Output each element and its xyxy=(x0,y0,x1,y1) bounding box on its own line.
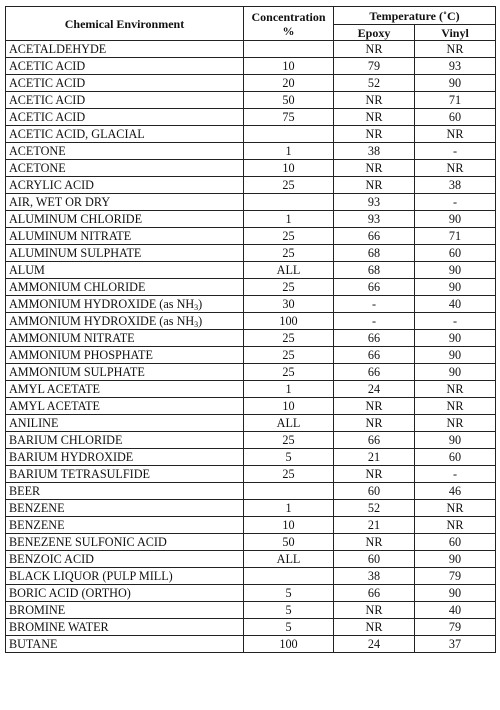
epoxy-temperature-cell: 24 xyxy=(334,636,415,653)
table-row xyxy=(6,534,496,551)
chemical-name-cell xyxy=(6,619,244,636)
concentration-cell: 5 xyxy=(244,449,334,466)
table-row xyxy=(6,143,496,160)
epoxy-temperature-cell: NR xyxy=(334,109,415,126)
header-concentration-label: Concentration xyxy=(251,9,326,24)
chemical-name-cell xyxy=(6,432,244,449)
vinyl-temperature-cell: 37 xyxy=(415,636,496,653)
vinyl-temperature-cell: 90 xyxy=(415,551,496,568)
chemical-name: ALUMINUM CHLORIDE xyxy=(9,212,143,226)
vinyl-temperature-cell: NR xyxy=(415,126,496,143)
concentration-cell: 1 xyxy=(244,211,334,228)
vinyl-temperature-cell: 90 xyxy=(415,211,496,228)
table-row xyxy=(6,211,496,228)
concentration-cell: 10 xyxy=(244,517,334,534)
chemical-name: AIR, WET OR DRY xyxy=(9,195,111,209)
chemical-name: BEER xyxy=(9,484,41,498)
chemical-name: ALUM xyxy=(9,263,45,277)
concentration-cell: 10 xyxy=(244,58,334,75)
header-temperature: Temperature (˚C) xyxy=(334,7,496,25)
concentration-cell: 1 xyxy=(244,143,334,160)
concentration-cell: 25 xyxy=(244,432,334,449)
chemical-name-cell xyxy=(6,466,244,483)
table-row xyxy=(6,398,496,415)
concentration-cell: 10 xyxy=(244,398,334,415)
table-row xyxy=(6,228,496,245)
table-row xyxy=(6,194,496,211)
concentration-cell: 20 xyxy=(244,75,334,92)
chemical-name: BENZENE xyxy=(9,518,65,532)
chemical-name-cell xyxy=(6,194,244,211)
concentration-cell: ALL xyxy=(244,415,334,432)
chemical-name-cell xyxy=(6,534,244,551)
chemical-name: BUTANE xyxy=(9,637,58,651)
vinyl-temperature-cell: 90 xyxy=(415,585,496,602)
chemical-name-cell xyxy=(6,296,244,313)
epoxy-temperature-cell: 66 xyxy=(334,347,415,364)
epoxy-temperature-cell: NR xyxy=(334,602,415,619)
chemical-name: ALUMINUM SULPHATE xyxy=(9,246,142,260)
concentration-cell xyxy=(244,194,334,211)
table-row xyxy=(6,245,496,262)
chemical-name: BENZENE xyxy=(9,501,65,515)
chemical-resistance-table xyxy=(5,6,496,653)
concentration-cell: 10 xyxy=(244,160,334,177)
epoxy-temperature-cell: 21 xyxy=(334,449,415,466)
chemical-name-cell xyxy=(6,585,244,602)
vinyl-temperature-cell: 90 xyxy=(415,432,496,449)
chemical-name: ACETONE xyxy=(9,144,66,158)
concentration-cell: 25 xyxy=(244,177,334,194)
chemical-name-cell xyxy=(6,262,244,279)
chemical-name: AMMONIUM CHLORIDE xyxy=(9,280,146,294)
chemical-name-cell xyxy=(6,636,244,653)
concentration-cell: 100 xyxy=(244,313,334,330)
chemical-name-cell xyxy=(6,160,244,177)
table-row xyxy=(6,109,496,126)
concentration-cell: 5 xyxy=(244,619,334,636)
concentration-cell: ALL xyxy=(244,551,334,568)
epoxy-temperature-cell: 38 xyxy=(334,143,415,160)
vinyl-temperature-cell: NR xyxy=(415,160,496,177)
chemical-name: BENEZENE SULFONIC ACID xyxy=(9,535,167,549)
concentration-cell: 25 xyxy=(244,466,334,483)
epoxy-temperature-cell: 38 xyxy=(334,568,415,585)
chemical-name: BENZOIC ACID xyxy=(9,552,94,566)
chemical-name: AMMONIUM HYDROXIDE (as NH xyxy=(9,314,195,328)
vinyl-temperature-cell: 90 xyxy=(415,262,496,279)
vinyl-temperature-cell: 90 xyxy=(415,364,496,381)
chemical-name: AMYL ACETATE xyxy=(9,399,100,413)
chemical-name-subscript: 3 xyxy=(194,303,199,312)
epoxy-temperature-cell: 24 xyxy=(334,381,415,398)
epoxy-temperature-cell: 66 xyxy=(334,432,415,449)
epoxy-temperature-cell: 66 xyxy=(334,585,415,602)
chemical-resistance-table-wrapper xyxy=(5,6,496,653)
table-row xyxy=(6,262,496,279)
chemical-name: ALUMINUM NITRATE xyxy=(9,229,132,243)
epoxy-temperature-cell: 93 xyxy=(334,211,415,228)
chemical-name-cell xyxy=(6,483,244,500)
chemical-name-cell xyxy=(6,58,244,75)
chemical-name-cell xyxy=(6,347,244,364)
epoxy-temperature-cell: NR xyxy=(334,177,415,194)
chemical-name: ACETIC ACID xyxy=(9,110,86,124)
vinyl-temperature-cell: 79 xyxy=(415,568,496,585)
vinyl-temperature-cell: NR xyxy=(415,500,496,517)
epoxy-temperature-cell: NR xyxy=(334,92,415,109)
epoxy-temperature-cell: NR xyxy=(334,466,415,483)
vinyl-temperature-cell: NR xyxy=(415,398,496,415)
concentration-cell: 75 xyxy=(244,109,334,126)
chemical-name-cell xyxy=(6,245,244,262)
chemical-name-cell xyxy=(6,330,244,347)
chemical-name-cell xyxy=(6,143,244,160)
chemical-name-cell xyxy=(6,517,244,534)
table-body xyxy=(6,41,496,653)
chemical-name-cell xyxy=(6,126,244,143)
vinyl-temperature-cell: 60 xyxy=(415,245,496,262)
chemical-name-cell xyxy=(6,211,244,228)
table-row xyxy=(6,296,496,313)
chemical-name-cell xyxy=(6,551,244,568)
concentration-cell: 5 xyxy=(244,585,334,602)
epoxy-temperature-cell: 66 xyxy=(334,228,415,245)
chemical-name-cell xyxy=(6,75,244,92)
chemical-name: BORIC ACID (ORTHO) xyxy=(9,586,131,600)
table-row xyxy=(6,75,496,92)
table-row xyxy=(6,313,496,330)
vinyl-temperature-cell: 90 xyxy=(415,75,496,92)
chemical-name-cell xyxy=(6,415,244,432)
vinyl-temperature-cell: 40 xyxy=(415,602,496,619)
chemical-name-cell xyxy=(6,500,244,517)
chemical-name-cell xyxy=(6,109,244,126)
epoxy-temperature-cell: NR xyxy=(334,160,415,177)
chemical-name: AMMONIUM PHOSPHATE xyxy=(9,348,153,362)
concentration-cell: 25 xyxy=(244,279,334,296)
header-vinyl: Vinyl xyxy=(415,25,496,41)
header-concentration-unit: % xyxy=(282,23,295,38)
concentration-cell: 1 xyxy=(244,381,334,398)
header-concentration xyxy=(244,7,334,41)
vinyl-temperature-cell: 93 xyxy=(415,58,496,75)
epoxy-temperature-cell: NR xyxy=(334,398,415,415)
vinyl-temperature-cell: 40 xyxy=(415,296,496,313)
epoxy-temperature-cell: - xyxy=(334,296,415,313)
table-row xyxy=(6,551,496,568)
concentration-cell: 50 xyxy=(244,92,334,109)
vinyl-temperature-cell: 60 xyxy=(415,109,496,126)
chemical-name: ANILINE xyxy=(9,416,59,430)
chemical-name: BROMINE xyxy=(9,603,66,617)
table-row xyxy=(6,449,496,466)
chemical-name-cell xyxy=(6,92,244,109)
chemical-name-cell xyxy=(6,279,244,296)
table-row xyxy=(6,483,496,500)
chemical-name-cell xyxy=(6,41,244,58)
epoxy-temperature-cell: NR xyxy=(334,415,415,432)
concentration-cell: 5 xyxy=(244,602,334,619)
vinyl-temperature-cell: - xyxy=(415,143,496,160)
concentration-cell: ALL xyxy=(244,262,334,279)
table-row xyxy=(6,619,496,636)
chemical-name: BARIUM CHLORIDE xyxy=(9,433,123,447)
chemical-name-cell xyxy=(6,313,244,330)
vinyl-temperature-cell: 38 xyxy=(415,177,496,194)
concentration-cell xyxy=(244,483,334,500)
epoxy-temperature-cell: 66 xyxy=(334,330,415,347)
concentration-cell xyxy=(244,126,334,143)
vinyl-temperature-cell: 90 xyxy=(415,330,496,347)
epoxy-temperature-cell: NR xyxy=(334,534,415,551)
table-row xyxy=(6,415,496,432)
table-row xyxy=(6,41,496,58)
vinyl-temperature-cell: 60 xyxy=(415,449,496,466)
table-row xyxy=(6,585,496,602)
epoxy-temperature-cell: 66 xyxy=(334,279,415,296)
concentration-cell: 1 xyxy=(244,500,334,517)
concentration-cell: 25 xyxy=(244,347,334,364)
table-row xyxy=(6,517,496,534)
chemical-name-tail: ) xyxy=(198,297,203,311)
epoxy-temperature-cell: 93 xyxy=(334,194,415,211)
concentration-cell: 25 xyxy=(244,245,334,262)
concentration-cell: 50 xyxy=(244,534,334,551)
epoxy-temperature-cell: NR xyxy=(334,41,415,58)
table-row xyxy=(6,568,496,585)
table-row xyxy=(6,126,496,143)
vinyl-temperature-cell: NR xyxy=(415,41,496,58)
table-row xyxy=(6,500,496,517)
chemical-name: ACETIC ACID xyxy=(9,59,86,73)
table-row xyxy=(6,432,496,449)
chemical-name-cell xyxy=(6,177,244,194)
table-row xyxy=(6,177,496,194)
chemical-name: AMMONIUM SULPHATE xyxy=(9,365,145,379)
vinyl-temperature-cell: 90 xyxy=(415,279,496,296)
vinyl-temperature-cell: NR xyxy=(415,381,496,398)
vinyl-temperature-cell: 71 xyxy=(415,228,496,245)
chemical-name-subscript: 3 xyxy=(194,320,199,329)
concentration-cell: 30 xyxy=(244,296,334,313)
chemical-name-cell xyxy=(6,602,244,619)
table-row xyxy=(6,347,496,364)
table-row xyxy=(6,636,496,653)
vinyl-temperature-cell: 71 xyxy=(415,92,496,109)
header-epoxy: Epoxy xyxy=(334,25,415,41)
concentration-cell xyxy=(244,568,334,585)
concentration-cell: 25 xyxy=(244,330,334,347)
chemical-name-cell xyxy=(6,568,244,585)
chemical-name: BARIUM TETRASULFIDE xyxy=(9,467,150,481)
chemical-name: AMMONIUM NITRATE xyxy=(9,331,135,345)
table-row xyxy=(6,279,496,296)
epoxy-temperature-cell: 52 xyxy=(334,500,415,517)
table-row xyxy=(6,160,496,177)
chemical-name-cell xyxy=(6,381,244,398)
concentration-cell xyxy=(244,41,334,58)
vinyl-temperature-cell: 79 xyxy=(415,619,496,636)
chemical-name: ACETIC ACID xyxy=(9,93,86,107)
epoxy-temperature-cell: 60 xyxy=(334,551,415,568)
chemical-name: AMYL ACETATE xyxy=(9,382,100,396)
vinyl-temperature-cell: NR xyxy=(415,415,496,432)
chemical-name: ACETONE xyxy=(9,161,66,175)
epoxy-temperature-cell: 60 xyxy=(334,483,415,500)
chemical-name: AMMONIUM HYDROXIDE (as NH xyxy=(9,297,195,311)
header-chemical-environment: Chemical Environment xyxy=(6,7,244,41)
concentration-cell: 100 xyxy=(244,636,334,653)
epoxy-temperature-cell: NR xyxy=(334,619,415,636)
concentration-cell: 25 xyxy=(244,364,334,381)
chemical-name-tail: ) xyxy=(198,314,203,328)
table-header xyxy=(6,7,496,41)
table-row xyxy=(6,58,496,75)
chemical-name: BARIUM HYDROXIDE xyxy=(9,450,134,464)
chemical-name: BLACK LIQUOR (PULP MILL) xyxy=(9,569,173,583)
chemical-name: ACETALDEHYDE xyxy=(9,42,107,56)
table-row xyxy=(6,364,496,381)
concentration-cell: 25 xyxy=(244,228,334,245)
epoxy-temperature-cell: 66 xyxy=(334,364,415,381)
epoxy-temperature-cell: 52 xyxy=(334,75,415,92)
vinyl-temperature-cell: - xyxy=(415,466,496,483)
epoxy-temperature-cell: 68 xyxy=(334,262,415,279)
chemical-name: ACETIC ACID xyxy=(9,76,86,90)
table-row xyxy=(6,92,496,109)
chemical-name-cell xyxy=(6,449,244,466)
vinyl-temperature-cell: 90 xyxy=(415,347,496,364)
table-row xyxy=(6,381,496,398)
vinyl-temperature-cell: - xyxy=(415,313,496,330)
table-row xyxy=(6,466,496,483)
chemical-name-cell xyxy=(6,228,244,245)
epoxy-temperature-cell: NR xyxy=(334,126,415,143)
table-row xyxy=(6,602,496,619)
chemical-name: ACRYLIC ACID xyxy=(9,178,94,192)
epoxy-temperature-cell: 21 xyxy=(334,517,415,534)
table-row xyxy=(6,330,496,347)
vinyl-temperature-cell: NR xyxy=(415,517,496,534)
epoxy-temperature-cell: 68 xyxy=(334,245,415,262)
chemical-name: ACETIC ACID, GLACIAL xyxy=(9,127,145,141)
chemical-name: BROMINE WATER xyxy=(9,620,109,634)
chemical-name-cell xyxy=(6,398,244,415)
vinyl-temperature-cell: 60 xyxy=(415,534,496,551)
chemical-name-cell xyxy=(6,364,244,381)
epoxy-temperature-cell: - xyxy=(334,313,415,330)
vinyl-temperature-cell: 46 xyxy=(415,483,496,500)
epoxy-temperature-cell: 79 xyxy=(334,58,415,75)
vinyl-temperature-cell: - xyxy=(415,194,496,211)
